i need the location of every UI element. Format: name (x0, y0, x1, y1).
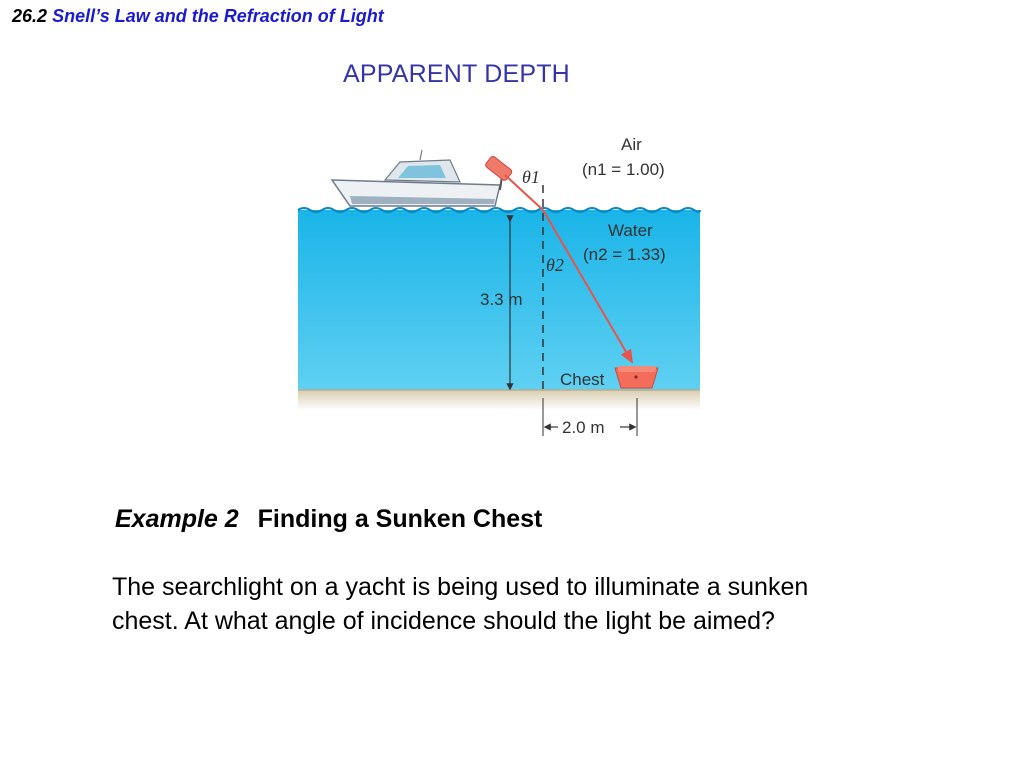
chest-label: Chest (560, 370, 605, 389)
problem-line: The searchlight on a yacht is being used to illuminate a sunken (112, 573, 809, 601)
section-title: Snell’s Law and the Refraction of Light (52, 6, 384, 26)
refraction-diagram (290, 130, 710, 450)
water-label: Water (608, 221, 653, 240)
problem-statement (112, 570, 932, 638)
theta1-label: θ1 (522, 167, 540, 187)
air-label: Air (621, 135, 642, 154)
water-index-label: (n2 = 1.33) (583, 245, 666, 264)
section-number: 26.2 (12, 6, 48, 26)
diagram-svg (290, 130, 710, 450)
depth-label: 3.3 m (480, 290, 523, 309)
chest-icon (615, 366, 658, 388)
example-label: Example 2 (115, 505, 239, 533)
example-heading (115, 505, 542, 534)
example-title: Finding a Sunken Chest (257, 505, 543, 533)
distance-label: 2.0 m (562, 418, 605, 437)
air-index-label: (n1 = 1.00) (582, 160, 665, 179)
slide-header (12, 6, 384, 27)
theta2-label: θ2 (546, 255, 564, 275)
sea-floor (298, 390, 700, 410)
problem-line: chest. At what angle of incidence should the light be aimed? (112, 607, 775, 635)
slide-subtitle: APPARENT DEPTH (343, 60, 570, 88)
yacht-icon (332, 150, 500, 206)
